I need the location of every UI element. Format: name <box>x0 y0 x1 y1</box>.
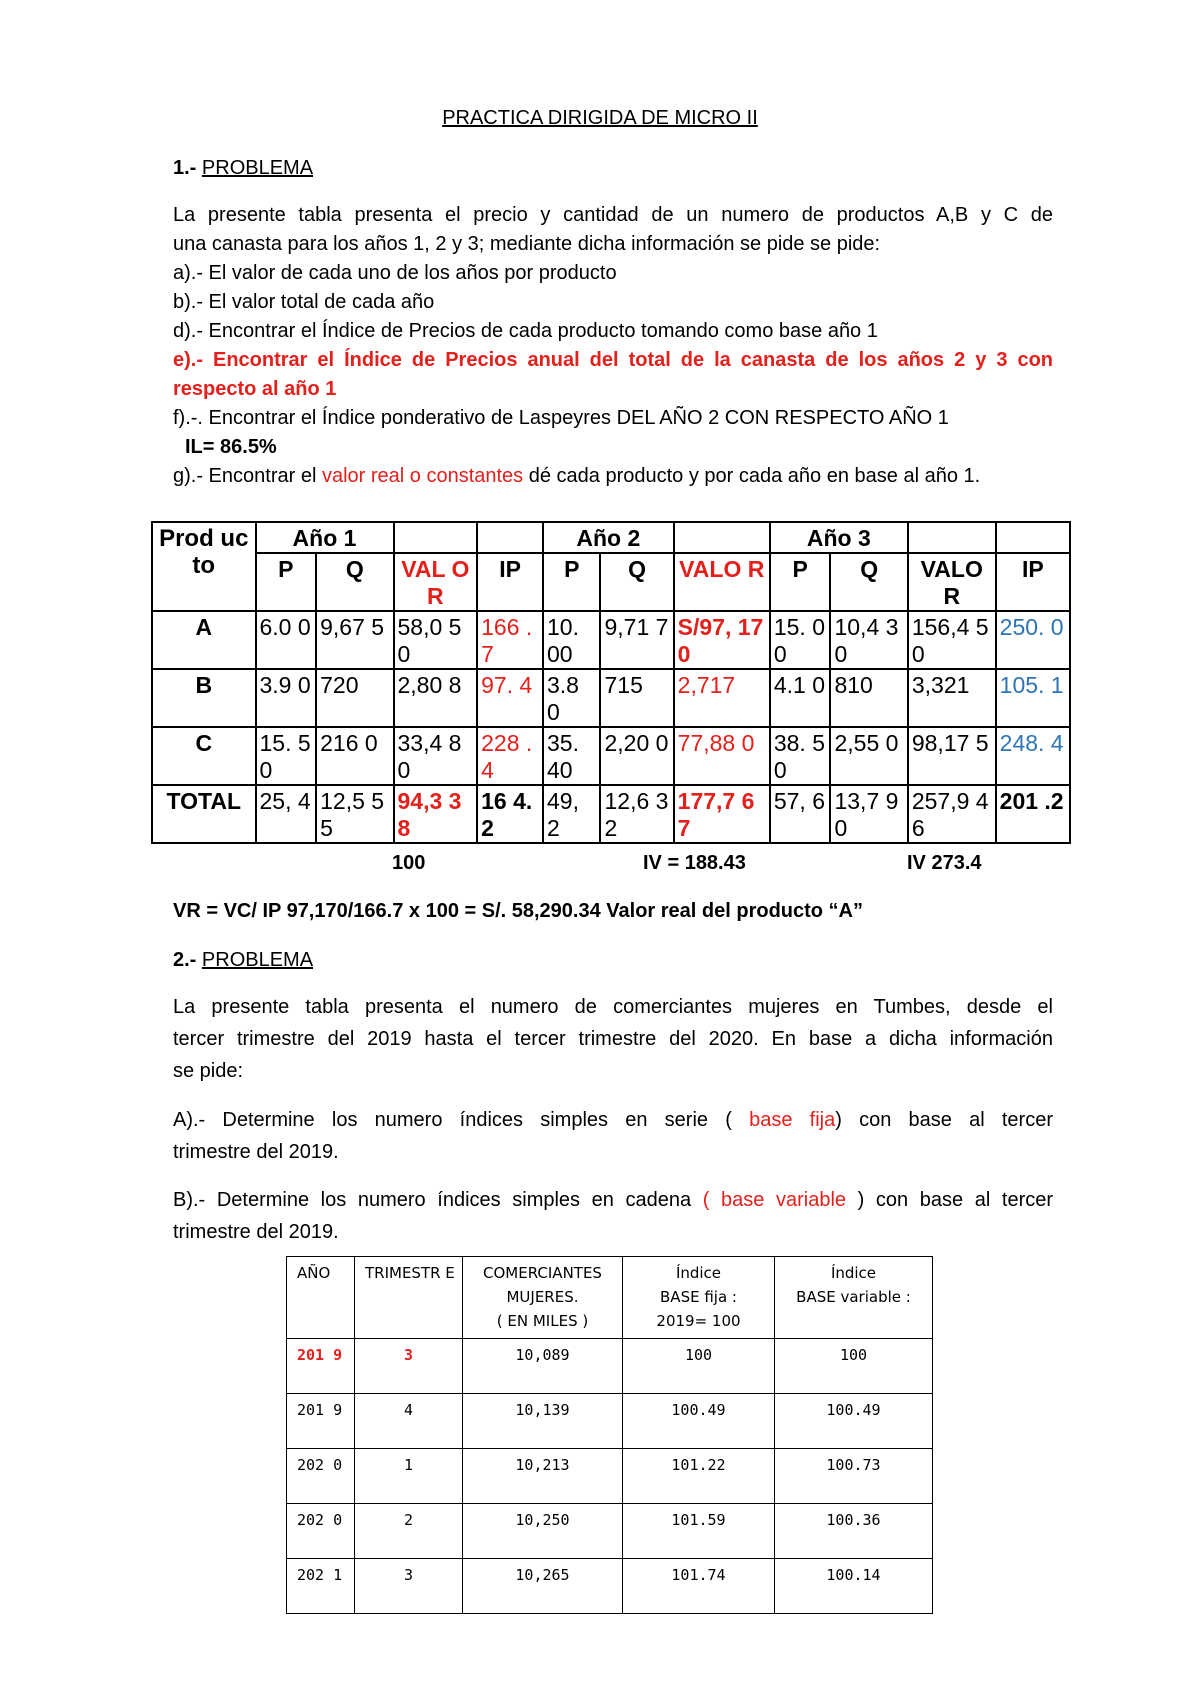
problem-2-number: 2.- <box>173 949 202 971</box>
cell-q1: 720 <box>316 669 393 727</box>
item-g <box>173 462 1053 490</box>
cell-v1: 33,4 80 <box>394 727 478 785</box>
item-g-pre: g).- Encontrar el <box>173 465 322 487</box>
cell-v1: 58,0 50 <box>394 611 478 669</box>
cell-anio: 202 1 <box>287 1559 355 1614</box>
cell-comerciantes: 10,213 <box>463 1449 623 1504</box>
header-p: P <box>770 553 831 611</box>
problem-1-intro-2: una canasta para los años 1, 2 y 3; mediante dicha información se pide se pide: <box>173 233 881 255</box>
cell-v2: 77,88 0 <box>674 727 770 785</box>
cell-indice-variable: 100.14 <box>775 1559 933 1614</box>
cell-p2: 49, 2 <box>543 785 601 843</box>
item-g-post: dé cada producto y por cada año en base al año 1. <box>523 465 981 487</box>
item-A-post: ) con base al tercer <box>835 1109 1053 1131</box>
cell-ip3: 105. 1 <box>996 669 1070 727</box>
cell-trimestre: 3 <box>355 1559 463 1614</box>
header-anio-3: Año 3 <box>770 522 908 553</box>
item-d: d).- Encontrar el Índice de Precios de cada producto tomando como base año 1 <box>173 320 878 342</box>
cell-indice-fija: 101.74 <box>623 1559 775 1614</box>
problem-1-intro-1: La presente tabla presenta el precio y cantidad de un numero de productos A,B y C de <box>173 204 1053 226</box>
item-B-pre: B).- Determine los numero índices simples en cadena <box>173 1189 703 1211</box>
problem-1-number: 1.- <box>173 157 202 179</box>
header-comerciantes-3: ( EN MILES ) <box>496 1312 589 1330</box>
header-anio-1: Año 1 <box>256 522 394 553</box>
cell-v3: 257,9 46 <box>908 785 996 843</box>
header-empty <box>394 522 478 553</box>
cell-q1: 9,67 5 <box>316 611 393 669</box>
item-g-highlight: valor real o constantes <box>321 465 524 487</box>
cell-v2: S/97, 170 <box>674 611 770 669</box>
cell-q3: 10,4 30 <box>830 611 907 669</box>
cell-v3: 3,321 <box>908 669 996 727</box>
cell-ip1: 97. 4 <box>477 669 543 727</box>
table-header-row-2 <box>152 553 1070 611</box>
cell-trimestre: 4 <box>355 1394 463 1449</box>
row-product-name: C <box>152 727 256 785</box>
table-row <box>152 669 1070 727</box>
cell-p1: 3.9 0 <box>256 669 317 727</box>
cell-anio: 201 9 <box>287 1339 355 1394</box>
header-var-2: BASE variable : <box>796 1288 911 1306</box>
real-value-formula: VR = VC/ IP 97,170/166.7 x 100 = S/. 58,290.34 Valor real del producto “A” <box>173 900 863 922</box>
cell-v1: 2,80 8 <box>394 669 478 727</box>
header-producto: Prod ucto <box>152 522 256 611</box>
header-trimestre: TRIMESTR E <box>355 1257 463 1339</box>
cell-p2: 35. 40 <box>543 727 601 785</box>
header-indice-base-fija <box>623 1257 775 1339</box>
problem-1-heading <box>173 154 1053 182</box>
cell-indice-variable: 100.73 <box>775 1449 933 1504</box>
header-q: Q <box>830 553 907 611</box>
cell-v2: 177,7 67 <box>674 785 770 843</box>
row-product-name: A <box>152 611 256 669</box>
row-product-name: B <box>152 669 256 727</box>
header-fija-3: 2019= 100 <box>656 1312 741 1330</box>
cell-p3: 4.1 0 <box>770 669 831 727</box>
cell-trimestre: 3 <box>355 1339 463 1394</box>
header-p: P <box>543 553 601 611</box>
table-total-row <box>152 785 1070 843</box>
item-f: f).-. Encontrar el Índice ponderativo de Laspeyres DEL AÑO 2 CON RESPECTO AÑO 1 <box>173 407 949 429</box>
header-fija-1: Índice <box>675 1264 722 1282</box>
laspeyres-result: IL= 86.5% <box>185 436 277 458</box>
table-row <box>287 1559 933 1614</box>
cell-v2: 2,717 <box>674 669 770 727</box>
cell-p2: 3.8 0 <box>543 669 601 727</box>
price-quantity-table <box>151 521 1071 844</box>
cell-comerciantes: 10,089 <box>463 1339 623 1394</box>
item-B-line-2: trimestre del 2019. <box>173 1221 339 1243</box>
cell-anio: 201 9 <box>287 1394 355 1449</box>
cell-q2: 12,6 32 <box>600 785 673 843</box>
cell-ip3: 250. 0 <box>996 611 1070 669</box>
problem-2-heading <box>173 946 1053 974</box>
item-b: b).- El valor total de cada año <box>173 291 435 313</box>
cell-comerciantes: 10,250 <box>463 1504 623 1559</box>
header-q: Q <box>316 553 393 611</box>
cell-ip1: 166 .7 <box>477 611 543 669</box>
cell-ip1: 16 4.2 <box>477 785 543 843</box>
cell-indice-fija: 101.22 <box>623 1449 775 1504</box>
item-B-post: ) con base al tercer <box>846 1189 1054 1211</box>
header-anio-2: Año 2 <box>543 522 674 553</box>
header-empty <box>908 522 996 553</box>
cell-indice-variable: 100 <box>775 1339 933 1394</box>
merchants-index-table <box>286 1256 933 1614</box>
cell-q1: 12,5 55 <box>316 785 393 843</box>
cell-q1: 216 0 <box>316 727 393 785</box>
cell-indice-fija: 100.49 <box>623 1394 775 1449</box>
header-indice-base-variable <box>775 1257 933 1339</box>
cell-v1: 94,3 38 <box>394 785 478 843</box>
cell-ip3: 201 .2 <box>996 785 1070 843</box>
cell-p1: 15. 50 <box>256 727 317 785</box>
cell-q2: 9,71 7 <box>600 611 673 669</box>
cell-q3: 13,7 90 <box>830 785 907 843</box>
problem-2-intro-1: La presente tabla presenta el numero de comerciantes mujeres en Tumbes, desde el <box>173 996 1053 1018</box>
item-B <box>173 1186 1053 1214</box>
cell-q3: 810 <box>830 669 907 727</box>
header-var-1: Índice <box>830 1264 877 1282</box>
table-row <box>287 1449 933 1504</box>
item-B-highlight: ( base variable <box>702 1189 847 1211</box>
header-valor-2: VALO R <box>674 553 770 611</box>
cell-q2: 2,20 0 <box>600 727 673 785</box>
table-row <box>287 1339 933 1394</box>
cell-p3: 57, 6 <box>770 785 831 843</box>
cell-trimestre: 2 <box>355 1504 463 1559</box>
cell-indice-variable: 100.36 <box>775 1504 933 1559</box>
table-row <box>287 1394 933 1449</box>
table-row <box>152 727 1070 785</box>
table-header-row-1 <box>152 522 1070 553</box>
footnote-iv-year-3: IV 273.4 <box>907 852 982 874</box>
cell-q2: 715 <box>600 669 673 727</box>
header-q: Q <box>600 553 673 611</box>
cell-p3: 15. 00 <box>770 611 831 669</box>
cell-anio: 202 0 <box>287 1504 355 1559</box>
cell-v3: 156,4 50 <box>908 611 996 669</box>
item-A <box>173 1106 1053 1134</box>
cell-comerciantes: 10,265 <box>463 1559 623 1614</box>
cell-indice-fija: 101.59 <box>623 1504 775 1559</box>
footnote-iv-year-2: IV = 188.43 <box>643 852 746 874</box>
header-comerciantes-1: COMERCIANTES <box>483 1264 602 1282</box>
footnote-100: 100 <box>392 852 426 874</box>
header-empty <box>674 522 770 553</box>
problem-2-label: PROBLEMA <box>201 949 314 971</box>
cell-ip1: 228 .4 <box>477 727 543 785</box>
page-title: PRACTICA DIRIGIDA DE MICRO II <box>442 107 758 129</box>
cell-p2: 10. 00 <box>543 611 601 669</box>
header-empty <box>477 522 543 553</box>
header-p: P <box>256 553 317 611</box>
header-valor-3: VALO R <box>908 553 996 611</box>
problem-2-intro-3: se pide: <box>173 1060 244 1082</box>
item-A-highlight: base fija <box>749 1109 836 1131</box>
cell-indice-variable: 100.49 <box>775 1394 933 1449</box>
item-e-line-1: e).- Encontrar el Índice de Precios anual del total de la canasta de los años 2 y 3 con <box>173 349 1053 371</box>
item-e-line-2: respecto al año 1 <box>173 378 337 400</box>
table-row <box>287 1504 933 1559</box>
header-empty <box>996 522 1070 553</box>
cell-q3: 2,55 0 <box>830 727 907 785</box>
item-A-pre: A).- Determine los numero índices simples en serie ( <box>173 1109 750 1131</box>
cell-v3: 98,17 5 <box>908 727 996 785</box>
item-a: a).- El valor de cada uno de los años por producto <box>173 262 617 284</box>
item-A-line-2: trimestre del 2019. <box>173 1141 339 1163</box>
header-valor-1: VAL OR <box>394 553 478 611</box>
cell-anio: 202 0 <box>287 1449 355 1504</box>
cell-comerciantes: 10,139 <box>463 1394 623 1449</box>
header-fija-2: BASE fija : <box>660 1288 737 1306</box>
problem-2-intro-2: tercer trimestre del 2019 hasta el tercer trimestre del 2020. En base a dicha información <box>173 1028 1053 1050</box>
table-header-row <box>287 1257 933 1339</box>
problem-1-label: PROBLEMA <box>201 157 314 179</box>
row-total-label: TOTAL <box>152 785 256 843</box>
header-comerciantes <box>463 1257 623 1339</box>
cell-indice-fija: 100 <box>623 1339 775 1394</box>
cell-p3: 38. 50 <box>770 727 831 785</box>
cell-p1: 6.0 0 <box>256 611 317 669</box>
header-comerciantes-2: MUJERES. <box>506 1288 579 1306</box>
header-ip: IP <box>477 553 543 611</box>
cell-ip3: 248. 4 <box>996 727 1070 785</box>
cell-p1: 25, 4 <box>256 785 317 843</box>
header-anio: AÑO <box>287 1257 355 1339</box>
table-row <box>152 611 1070 669</box>
header-ip: IP <box>996 553 1070 611</box>
cell-trimestre: 1 <box>355 1449 463 1504</box>
